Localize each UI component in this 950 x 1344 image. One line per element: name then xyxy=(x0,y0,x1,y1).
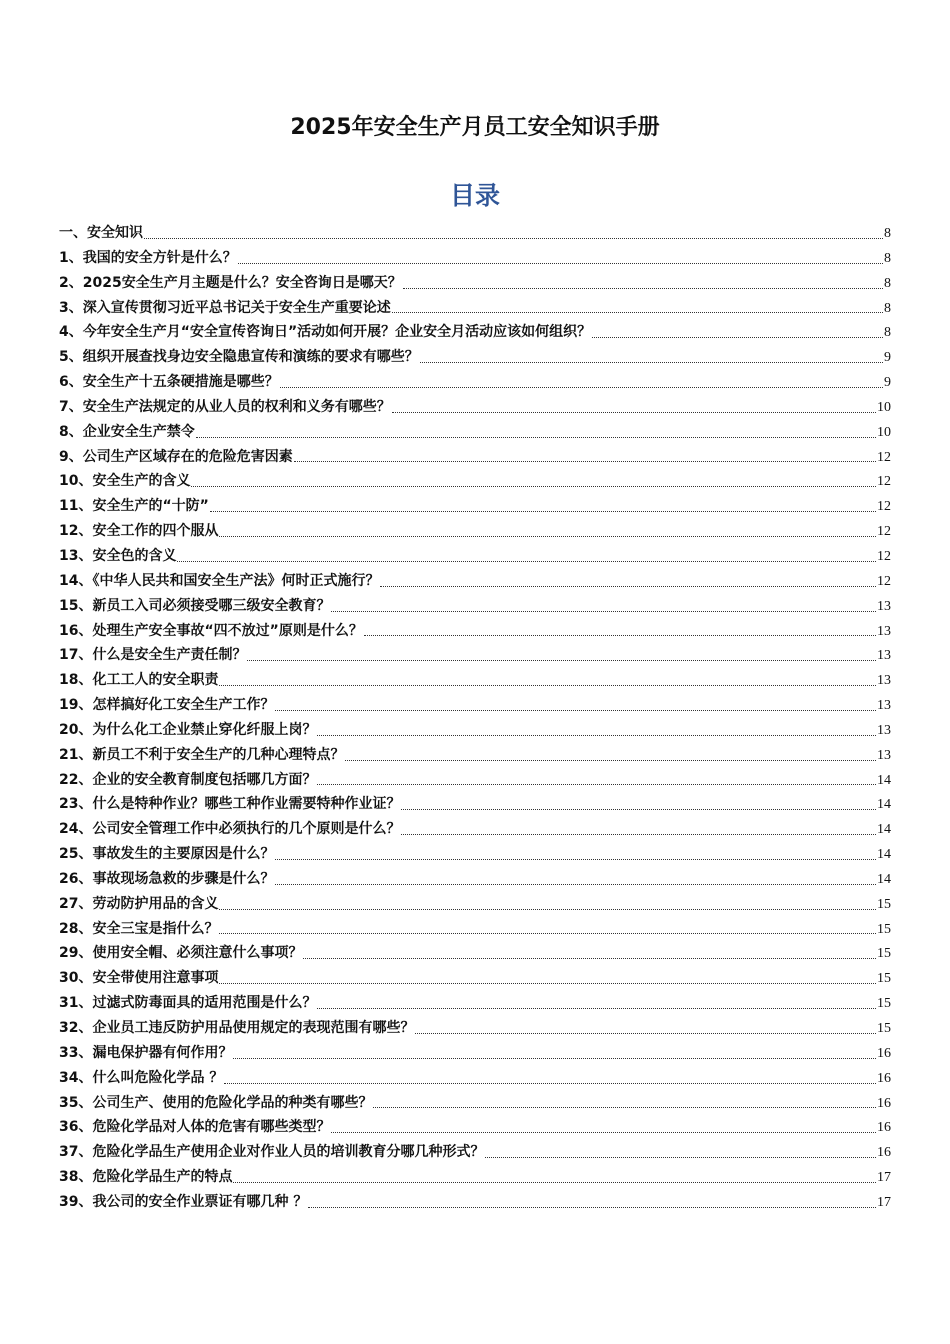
toc-entry[interactable] xyxy=(59,619,891,644)
toc-entry[interactable] xyxy=(59,519,891,544)
toc-leader-dots xyxy=(238,263,883,264)
toc-entry-label[interactable]: 20、为什么化工企业禁止穿化纤服上岗？ xyxy=(59,721,317,738)
toc-leader-dots xyxy=(303,958,876,959)
toc-entry[interactable] xyxy=(59,395,891,420)
toc-entry[interactable] xyxy=(59,941,891,966)
toc-entry-label[interactable]: 36、危险化学品对人体的危害有哪些类型？ xyxy=(59,1119,331,1136)
toc-entry-page-number: 14 xyxy=(877,871,891,887)
toc-leader-dots xyxy=(317,735,876,736)
toc-leader-dots xyxy=(401,809,876,810)
toc-entry[interactable] xyxy=(59,917,891,942)
toc-entry-label[interactable]: 14、《中华人民共和国安全生产法》何时正式施行？ xyxy=(59,572,380,589)
toc-entry-page-number: 17 xyxy=(877,1194,891,1210)
toc-leader-dots xyxy=(280,387,883,388)
toc-entry[interactable] xyxy=(59,594,891,619)
toc-leader-dots xyxy=(317,1008,876,1009)
toc-entry-label[interactable]: 30、安全带使用注意事项 xyxy=(59,970,219,987)
toc-entry[interactable] xyxy=(59,345,891,370)
toc-leader-dots xyxy=(331,1132,876,1133)
toc-entry[interactable] xyxy=(59,1115,891,1140)
toc-leader-dots xyxy=(224,1083,876,1084)
document-title: 2025年安全生产月员工安全知识手册 xyxy=(290,115,660,140)
toc-leader-dots xyxy=(233,1182,876,1183)
toc-entry-page-number: 15 xyxy=(877,946,891,962)
toc-entry-label[interactable]: 11、安全生产的“十防” xyxy=(59,498,209,515)
toc-leader-dots xyxy=(345,760,876,761)
toc-entry-page-number: 8 xyxy=(884,226,891,241)
toc-entry[interactable] xyxy=(59,1140,891,1165)
toc-entry-page-number: 13 xyxy=(877,623,891,639)
toc-leader-dots xyxy=(196,437,876,438)
toc-entry[interactable] xyxy=(59,320,891,345)
toc-entry-page-number: 12 xyxy=(877,548,891,564)
toc-entry-page-number: 16 xyxy=(877,1045,891,1061)
toc-leader-dots xyxy=(308,1207,876,1208)
toc-leader-dots xyxy=(403,288,883,289)
toc-entry-label[interactable]: 34、什么叫危险化学品 ？ xyxy=(59,1069,224,1086)
toc-entry[interactable] xyxy=(59,420,891,445)
toc-entry-label[interactable]: 10、安全生产的含义 xyxy=(59,473,191,490)
toc-leader-dots xyxy=(331,611,876,612)
toc-entry-page-number: 10 xyxy=(877,399,891,415)
toc-entry-page-number: 12 xyxy=(877,524,891,540)
toc-entry-page-number: 13 xyxy=(877,722,891,738)
toc-leader-dots xyxy=(275,884,876,885)
toc-leader-dots xyxy=(219,933,876,934)
toc-leader-dots xyxy=(592,337,883,338)
toc-entry-label[interactable]: 12、安全工作的四个服从 xyxy=(59,523,219,540)
toc-entry[interactable] xyxy=(59,693,891,718)
toc-entry-page-number: 16 xyxy=(877,1070,891,1086)
toc-entry[interactable] xyxy=(59,966,891,991)
toc-leader-dots xyxy=(420,362,883,363)
toc-leader-dots xyxy=(317,784,876,785)
toc-entry[interactable] xyxy=(59,991,891,1016)
toc-entry-page-number: 17 xyxy=(877,1170,891,1186)
toc-entry[interactable] xyxy=(59,1066,891,1091)
toc-entry-page-number: 12 xyxy=(877,449,891,465)
toc-leader-dots xyxy=(177,561,876,562)
toc-leader-dots xyxy=(210,511,876,512)
toc-entry-label[interactable]: 28、安全三宝是指什么？ xyxy=(59,920,219,937)
toc-entry-page-number: 15 xyxy=(877,896,891,912)
toc-entry[interactable] xyxy=(59,469,891,494)
toc-entry-page-number: 13 xyxy=(877,747,891,763)
toc-entry-page-number: 14 xyxy=(877,822,891,838)
toc-leader-dots xyxy=(219,536,876,537)
toc-entry[interactable] xyxy=(59,792,891,817)
toc-entry-page-number: 8 xyxy=(884,325,891,341)
toc-entry-page-number: 12 xyxy=(877,573,891,589)
toc-heading: 目录 xyxy=(449,181,500,210)
toc-entry[interactable] xyxy=(59,892,891,917)
toc-entry-label[interactable]: 39、我公司的安全作业票证有哪几种 ？ xyxy=(59,1193,308,1210)
toc-entry-label[interactable]: 33、漏电保护器有何作用？ xyxy=(59,1044,233,1061)
table-of-contents xyxy=(59,221,891,1215)
toc-entry-page-number: 13 xyxy=(877,648,891,664)
toc-entry-page-number: 8 xyxy=(884,250,891,266)
toc-entry-page-number: 13 xyxy=(877,598,891,614)
toc-entry[interactable] xyxy=(59,246,891,271)
toc-entry-label[interactable]: 31、过滤式防毒面具的适用范围是什么？ xyxy=(59,995,317,1012)
toc-entry-page-number: 16 xyxy=(877,1095,891,1111)
toc-entry-label[interactable]: 8、企业安全生产禁令 xyxy=(59,423,195,440)
toc-entry-label[interactable]: 3、深入宣传贯彻习近平总书记关于安全生产重要论述 xyxy=(59,299,391,316)
toc-entry[interactable] xyxy=(59,1165,891,1190)
toc-entry[interactable] xyxy=(59,494,891,519)
toc-leader-dots xyxy=(219,685,876,686)
toc-leader-dots xyxy=(294,461,876,462)
toc-entry[interactable] xyxy=(59,768,891,793)
toc-leader-dots xyxy=(364,635,876,636)
toc-entry[interactable] xyxy=(59,445,891,470)
toc-entry[interactable] xyxy=(59,296,891,321)
toc-entry-label[interactable]: 32、企业员工违反防护用品使用规定的表现范围有哪些？ xyxy=(59,1020,415,1036)
toc-entry-label[interactable]: 13、安全色的含义 xyxy=(59,547,177,564)
toc-entry[interactable] xyxy=(59,221,891,246)
toc-entry-label[interactable]: 29、使用安全帽、必须注意什么事项？ xyxy=(59,945,303,962)
toc-entry-label[interactable]: 7、安全生产法规定的从业人员的权利和义务有哪些？ xyxy=(59,398,391,415)
toc-entry-page-number: 13 xyxy=(877,698,891,714)
toc-entry-label[interactable]: 23、什么是特种作业？哪些工种作业需要特种作业证？ xyxy=(59,796,401,813)
toc-entry-label[interactable]: 6、安全生产十五条硬措施是哪些？ xyxy=(59,374,279,391)
toc-leader-dots xyxy=(247,660,876,661)
toc-entry[interactable] xyxy=(59,271,891,296)
toc-entry-label[interactable]: 22、企业的安全教育制度包括哪几方面？ xyxy=(59,771,317,788)
toc-entry[interactable] xyxy=(59,817,891,842)
toc-entry-page-number: 15 xyxy=(877,971,891,987)
toc-entry-label[interactable]: 35、公司生产、使用的危险化学品的种类有哪些？ xyxy=(59,1094,373,1111)
toc-leader-dots xyxy=(191,486,876,487)
toc-entry[interactable] xyxy=(59,1016,891,1041)
toc-entry-page-number: 14 xyxy=(877,772,891,788)
toc-leader-dots xyxy=(485,1157,876,1158)
toc-entry[interactable] xyxy=(59,643,891,668)
toc-entry[interactable] xyxy=(59,544,891,569)
toc-entry-label[interactable]: 16、处理生产安全事故“四不放过”原则是什么？ xyxy=(59,622,363,639)
toc-entry-label[interactable]: 27、劳动防护用品的含义 xyxy=(59,895,219,912)
toc-entry-page-number: 8 xyxy=(884,300,891,316)
toc-entry-page-number: 12 xyxy=(877,499,891,515)
toc-leader-dots xyxy=(219,983,876,984)
toc-entry-page-number: 15 xyxy=(877,1021,891,1036)
toc-entry-page-number: 10 xyxy=(877,424,891,440)
toc-entry-page-number: 16 xyxy=(877,1120,891,1136)
toc-leader-dots xyxy=(219,909,876,910)
toc-leader-dots xyxy=(275,859,876,860)
toc-entry-page-number: 15 xyxy=(877,921,891,937)
toc-entry-page-number: 9 xyxy=(884,350,891,366)
toc-entry-label[interactable]: 37、危险化学品生产使用企业对作业人员的培训教育分哪几种形式？ xyxy=(59,1144,485,1161)
toc-leader-dots xyxy=(275,710,876,711)
toc-entry-label[interactable]: 一、安全知识 xyxy=(59,225,143,241)
toc-entry[interactable] xyxy=(59,1041,891,1066)
toc-entry[interactable] xyxy=(59,718,891,743)
toc-entry-label[interactable]: 19、怎样搞好化工安全生产工作？ xyxy=(59,697,275,714)
toc-entry[interactable] xyxy=(59,1091,891,1116)
toc-entry[interactable] xyxy=(59,569,891,594)
toc-entry-page-number: 16 xyxy=(877,1145,891,1161)
toc-entry[interactable] xyxy=(59,867,891,892)
toc-leader-dots xyxy=(415,1033,876,1034)
toc-leader-dots xyxy=(401,834,876,835)
toc-entry-page-number: 14 xyxy=(877,797,891,813)
toc-leader-dots xyxy=(392,412,876,413)
toc-entry-page-number: 8 xyxy=(884,275,891,291)
toc-entry-page-number: 9 xyxy=(884,375,891,391)
toc-entry-label[interactable]: 5、组织开展查找身边安全隐患宣传和演练的要求有哪些？ xyxy=(59,349,419,366)
toc-entry-label[interactable]: 26、事故现场急救的步骤是什么？ xyxy=(59,870,275,887)
toc-entry-label[interactable]: 1、我国的安全方针是什么？ xyxy=(59,249,237,266)
toc-entry-label[interactable]: 38、危险化学品生产的特点 xyxy=(59,1169,233,1186)
toc-entry[interactable] xyxy=(59,842,891,867)
toc-leader-dots xyxy=(380,586,876,587)
toc-entry-page-number: 13 xyxy=(877,673,891,689)
toc-entry-label[interactable]: 17、什么是安全生产责任制？ xyxy=(59,647,247,664)
toc-entry-label[interactable]: 21、新员工不利于安全生产的几种心理特点？ xyxy=(59,746,345,763)
toc-entry-page-number: 14 xyxy=(877,847,891,863)
toc-leader-dots xyxy=(373,1107,876,1108)
toc-entry-label[interactable]: 24、公司安全管理工作中必须执行的几个原则是什么？ xyxy=(59,821,401,838)
toc-leader-dots xyxy=(144,238,883,239)
toc-entry[interactable] xyxy=(59,370,891,395)
toc-entry-label[interactable]: 15、新员工入司必须接受哪三级安全教育？ xyxy=(59,597,331,614)
toc-entry[interactable] xyxy=(59,668,891,693)
toc-entry[interactable] xyxy=(59,1190,891,1215)
toc-entry-page-number: 15 xyxy=(877,996,891,1012)
toc-entry-page-number: 12 xyxy=(877,474,891,490)
toc-entry-label[interactable]: 4、今年安全生产月“安全宣传咨询日”活动如何开展？企业安全月活动应该如何组织？ xyxy=(59,324,592,341)
toc-leader-dots xyxy=(233,1058,876,1059)
toc-entry-label[interactable]: 9、公司生产区域存在的危险危害因素 xyxy=(59,448,293,465)
toc-entry-label[interactable]: 2、2025安全生产月主题是什么？安全咨询日是哪天？ xyxy=(59,274,402,291)
toc-leader-dots xyxy=(392,312,883,313)
toc-entry[interactable] xyxy=(59,743,891,768)
toc-entry-label[interactable]: 25、事故发生的主要原因是什么？ xyxy=(59,846,275,863)
toc-entry-label[interactable]: 18、化工工人的安全职责 xyxy=(59,672,219,689)
